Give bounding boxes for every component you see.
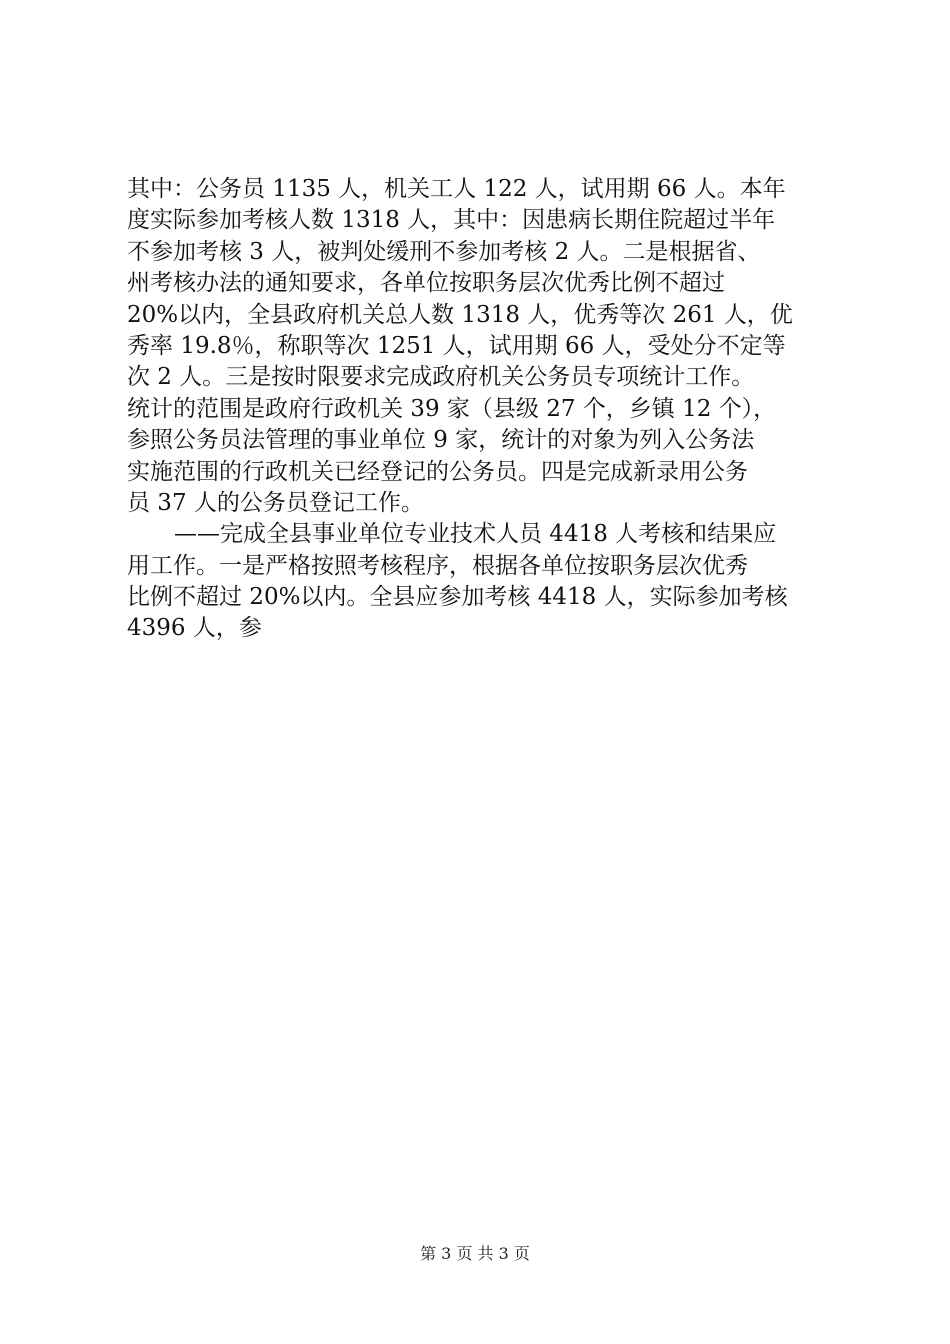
text-line: 统计的范围是政府行政机关 39 家（县级 27 个，乡镇 12 个），: [127, 395, 777, 422]
text-line: 秀率 19.8％，称职等次 1251 人，试用期 66 人，受处分不定等: [127, 332, 786, 359]
text-line: 不参加考核 3 人，被判处缓刑不参加考核 2 人。二是根据省、: [127, 238, 761, 265]
body-text: [127, 174, 839, 645]
text-line: 20%以内，全县政府机关总人数 1318 人，优秀等次 261 人，优: [127, 301, 793, 328]
text-line: 参照公务员法管理的事业单位 9 家，统计的对象为列入公务法: [127, 427, 755, 454]
text-line: 4396 人，参: [127, 615, 262, 642]
text-line: 其中：公务员 1135 人，机关工人 122 人，试用期 66 人。本年: [127, 176, 786, 202]
text-line: 度实际参加考核人数 1318 人，其中：因患病长期住院超过半年: [127, 207, 776, 234]
paragraph-start-line: ——完成全县事业单位专业技术人员 4418 人考核和结果应: [174, 521, 777, 548]
text-line: 州考核办法的通知要求，各单位按职务层次优秀比例不超过: [127, 270, 725, 297]
text-line: 员 37 人的公务员登记工作。: [127, 489, 424, 516]
text-line: 次 2 人。三是按时限要求完成政府机关公务员专项统计工作。: [127, 364, 755, 391]
page-footer: 第 3 页 共 3 页: [420, 1244, 530, 1263]
text-line: 实施范围的行政机关已经登记的公务员。四是完成新录用公务: [127, 458, 748, 485]
text-line: 比例不超过 20%以内。全县应参加考核 4418 人，实际参加考核: [127, 584, 788, 611]
text-line: 用工作。一是严格按照考核程序，根据各单位按职务层次优秀: [127, 552, 748, 579]
